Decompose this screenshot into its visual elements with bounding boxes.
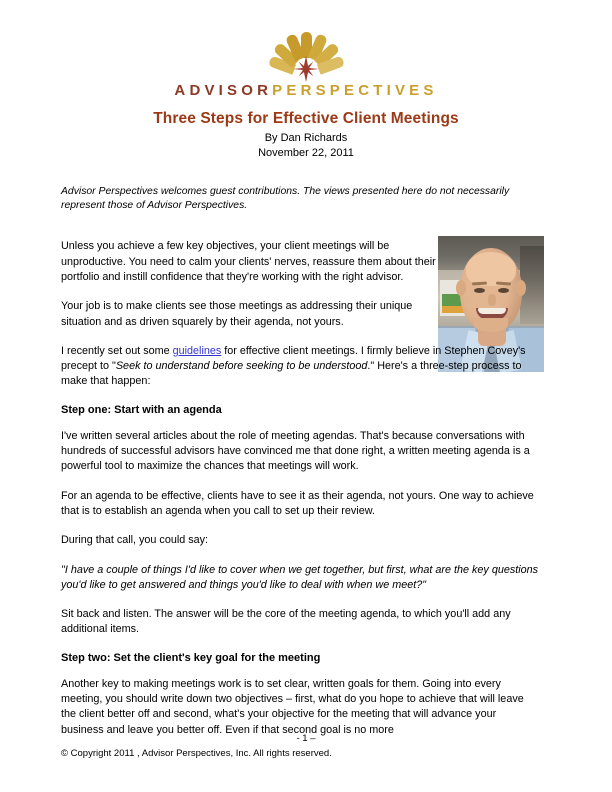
body-paragraph-8: Another key to making meetings work is to set clear, written goals for them. Going into every meeting, you should write down two objectives – first, what do you hope to achieve that will leave the client better off and second, what's your objective for the meeting that will advance your business and leave you better off. Even if that second goal is no more [61,677,524,736]
heading-step-two: Step two: Set the client's key goal for the meeting [61,651,321,664]
body-paragraph-7: Sit back and listen. The answer will be the core of the meeting agenda, to which you'll add any additional items. [61,608,511,636]
guidelines-link[interactable]: guidelines [172,344,222,357]
body-paragraph-2: Your job is to make clients see those meetings as addressing their unique situation and as driven squarely by their agenda, not yours. [61,300,413,328]
paragraph-3-pre-text: I recently set out some [61,344,173,357]
client-script-quote: "I have a couple of things I'd like to cover when we get together, but first, what are the key questions you'd like to get answered and things you'd like to deal with when we meet?" [61,563,539,591]
logo-word-advisor: ADVISOR [174,82,273,99]
guest-contribution-disclaimer: Advisor Perspectives welcomes guest contributions. The views presented here do not necessarily represent those of Advisor Perspectives. [61,186,510,212]
body-paragraph-5: For an agenda to be effective, clients have to see it as their agenda, not yours. One way to achieve that is to establish an agenda when you call to set up their review. [61,489,534,517]
sunburst-star-logo-icon [260,34,352,80]
body-paragraph-6: During that call, you could say: [61,534,209,547]
article-byline: By Dan Richards [264,132,348,144]
article-date: November 22, 2011 [258,147,354,159]
covey-quote-italic: Seek to understand before seeking to be understood [115,360,368,373]
body-paragraph-4: I've written several articles about the role of meeting agendas. That's because conversations with hundreds of successful advisors have convinced me that done right, a written meeting agenda is a powerful tool to maximize the chances that meetings will work. [61,429,530,473]
site-logo [0,34,612,99]
paragraph-3-mid-text: for effective client meetings. I firmly believe in Stephen Covey's precept to " [61,344,526,373]
body-paragraph-1: Unless you achieve a few key objectives, your client meetings will be unproductive. You need to calm your clients' nerves, reassure them about their portfolio and instill confidence that they're working with the right advisor. [61,240,436,283]
page-title: Three Steps for Effective Client Meetings [153,110,459,127]
compass-star-icon [293,56,319,82]
paragraph-3-post-text: ." Here's a three-step process to make that happen: [61,360,522,388]
heading-step-one: Step one: Start with an agenda [61,403,222,416]
logo-word-perspectives: PERSPECTIVES [272,82,438,99]
copyright-notice: © Copyright 2011 , Advisor Perspectives, Inc. All rights reserved. [61,748,332,759]
body-paragraph-3 [61,344,539,390]
page-number: - 1 – [296,733,316,744]
logo-wordmark [0,82,612,99]
article-body [61,185,539,752]
